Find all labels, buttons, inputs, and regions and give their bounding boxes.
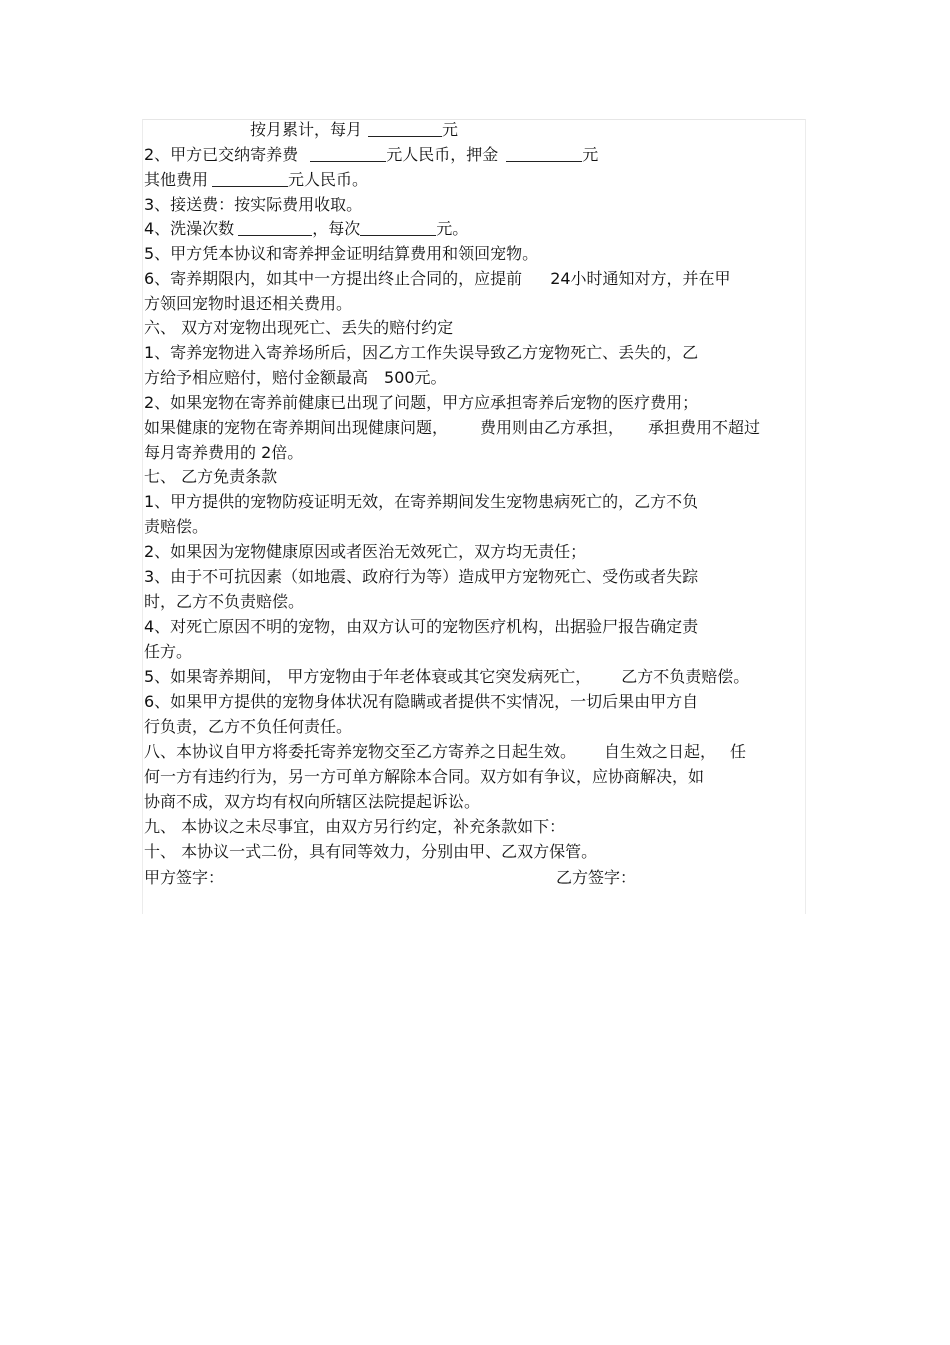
section-10-line: 十、 本协议一式二份，具有同等效力，分别由甲、乙双方保管。 bbox=[144, 842, 598, 861]
clause-3-line: 3、接送费：按实际费用收取。 bbox=[144, 195, 363, 214]
sec7-clause-4-line: 4、对死亡原因不明的宠物，由双方认可的宠物医疗机构，出据验尸报告确定责 bbox=[144, 617, 699, 636]
sec7-clause-4-cont-line: 任方。 bbox=[144, 642, 193, 661]
deposit-blank[interactable] bbox=[506, 145, 582, 162]
sec7-clause-3-line: 3、由于不可抗因素（如地震、政府行为等）造成甲方宠物死亡、受伤或者失踪 bbox=[144, 567, 699, 586]
monthly-fee-blank[interactable] bbox=[368, 120, 442, 137]
boarding-fee-blank[interactable] bbox=[310, 145, 386, 162]
other-fee-line: 其他费用 元人民币。 bbox=[144, 170, 369, 189]
section-9-line: 九、 本协议之未尽事宜，由双方另行约定，补充条款如下： bbox=[144, 817, 566, 836]
sec6-clause-1-line: 1、寄养宠物进入寄养场所后，因乙方工作失误导致乙方宠物死亡、丢失的，乙 bbox=[144, 343, 699, 362]
sec7-clause-6-line: 6、如果甲方提供的宠物身体状况有隐瞒或者提供不实情况，一切后果由甲方自 bbox=[144, 692, 699, 711]
section-8-cont-line: 何一方有违约行为，另一方可单方解除本合同。双方如有争议，应协商解决，如 bbox=[144, 767, 705, 786]
section-6-heading: 六、 双方对宠物出现死亡、丢失的赔付约定 bbox=[144, 318, 454, 337]
other-fee-blank[interactable] bbox=[212, 170, 288, 187]
section-8-end-line: 协商不成，双方均有权向所辖区法院提起诉讼。 bbox=[144, 792, 481, 811]
sec6-clause-2-end-line: 每月寄养费用的 2倍。 bbox=[144, 443, 304, 462]
sec6-clause-2-cont-line: 如果健康的宠物在寄养期间出现健康问题， 费用则由乙方承担， 承担费用不超过 bbox=[144, 418, 761, 437]
clause-5-line: 5、甲方凭本协议和寄养押金证明结算费用和领回宠物。 bbox=[144, 244, 539, 263]
party-a-signature-label: 甲方签字： bbox=[144, 868, 225, 887]
sec7-clause-2-line: 2、如果因为宠物健康原因或者医治无效死亡，双方均无责任； bbox=[144, 542, 587, 561]
bath-fee-blank[interactable] bbox=[360, 219, 436, 236]
sec7-clause-1-cont-line: 责赔偿。 bbox=[144, 517, 209, 536]
clause-2-line: 2、甲方已交纳寄养费 元人民币，押金 元 bbox=[144, 145, 599, 164]
sec6-clause-2-line: 2、如果宠物在寄养前健康已出现了问题，甲方应承担寄养后宠物的医疗费用； bbox=[144, 393, 699, 412]
bath-count-blank[interactable] bbox=[238, 219, 312, 236]
clause-6-line: 6、寄养期限内，如其中一方提出终止合同的，应提前 24小时通知对方，并在甲 bbox=[144, 269, 731, 288]
section-8-line: 八、本协议自甲方将委托寄养宠物交至乙方寄养之日起生效。 自生效之日起， 任 bbox=[144, 742, 747, 761]
section-7-heading: 七、 乙方免责条款 bbox=[144, 467, 278, 486]
sec7-clause-3-cont-line: 时，乙方不负责赔偿。 bbox=[144, 592, 305, 611]
sec7-clause-1-line: 1、甲方提供的宠物防疫证明无效，在寄养期间发生宠物患病死亡的，乙方不负 bbox=[144, 492, 699, 511]
sec7-clause-5-line: 5、如果寄养期间， 甲方宠物由于年老体衰或其它突发病死亡， 乙方不负责赔偿。 bbox=[144, 667, 750, 686]
sec7-clause-6-cont-line: 行负责，乙方不负任何责任。 bbox=[144, 717, 353, 736]
clause-4-line: 4、洗澡次数 ，每次 元。 bbox=[144, 219, 469, 238]
sec6-clause-1-cont-line: 方给予相应赔付，赔付金额最高 500元。 bbox=[144, 368, 447, 387]
clause-6-cont-line: 方领回宠物时退还相关费用。 bbox=[144, 294, 353, 313]
party-b-signature-label: 乙方签字： bbox=[556, 868, 637, 887]
monthly-fee-line: 按月累计，每月 元 bbox=[250, 120, 459, 139]
